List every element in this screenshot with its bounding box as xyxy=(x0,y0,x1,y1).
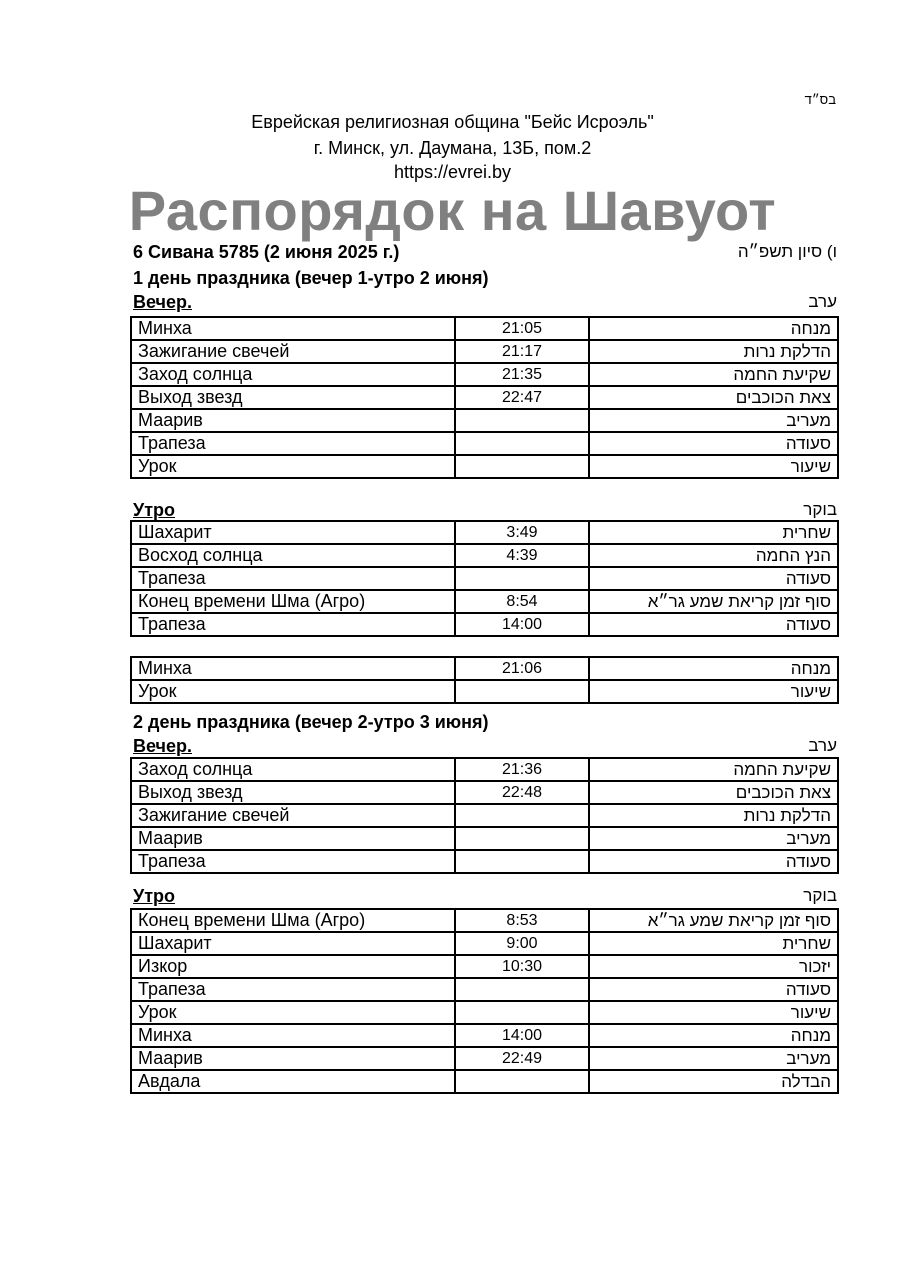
table-row xyxy=(131,590,838,613)
page-title: Распорядок на Шавуот xyxy=(128,179,777,242)
day2-morning-heading: Утро בוקר xyxy=(133,886,837,906)
item-russian: Маарив xyxy=(131,409,455,432)
item-time: 21:35 xyxy=(455,363,589,386)
table-row xyxy=(131,781,838,804)
item-russian: Трапеза xyxy=(131,432,455,455)
item-hebrew: סעודה xyxy=(589,432,838,455)
day2-heading: 2 день праздника (вечер 2-утро 3 июня) xyxy=(133,712,489,732)
item-time: 14:00 xyxy=(455,1024,589,1047)
item-time: 9:00 xyxy=(455,932,589,955)
item-time xyxy=(455,680,589,703)
item-russian: Зажигание свечей xyxy=(131,804,455,827)
item-hebrew: שיעור xyxy=(589,455,838,478)
table-row xyxy=(131,567,838,590)
day2-morning-table xyxy=(130,908,839,1094)
item-hebrew: סוף זמן קריאת שמע גר״א xyxy=(589,909,838,932)
table-row xyxy=(131,827,838,850)
table-row xyxy=(131,455,838,478)
item-russian: Урок xyxy=(131,1001,455,1024)
item-hebrew: סוף זמן קריאת שמע גר״א xyxy=(589,590,838,613)
item-russian: Минха xyxy=(131,1024,455,1047)
item-time xyxy=(455,455,589,478)
item-hebrew: מעריב xyxy=(589,409,838,432)
table-row xyxy=(131,317,838,340)
item-hebrew: שחרית xyxy=(589,932,838,955)
item-time xyxy=(455,827,589,850)
item-time: 4:39 xyxy=(455,544,589,567)
item-russian: Маарив xyxy=(131,827,455,850)
table-row xyxy=(131,978,838,1001)
table-row xyxy=(131,955,838,978)
item-russian: Урок xyxy=(131,455,455,478)
item-russian: Трапеза xyxy=(131,978,455,1001)
item-hebrew: סעודה xyxy=(589,978,838,1001)
item-time: 22:49 xyxy=(455,1047,589,1070)
table-row xyxy=(131,432,838,455)
item-time xyxy=(455,1070,589,1093)
item-russian: Изкор xyxy=(131,955,455,978)
item-russian: Шахарит xyxy=(131,932,455,955)
item-time: 14:00 xyxy=(455,613,589,636)
table-row xyxy=(131,386,838,409)
item-hebrew: סעודה xyxy=(589,567,838,590)
item-hebrew: הבדלה xyxy=(589,1070,838,1093)
item-time: 21:05 xyxy=(455,317,589,340)
item-russian: Выход звезд xyxy=(131,781,455,804)
item-russian: Трапеза xyxy=(131,850,455,873)
item-hebrew: הדלקת נרות xyxy=(589,804,838,827)
item-time: 8:53 xyxy=(455,909,589,932)
day1-evening-table xyxy=(130,316,839,479)
day2-evening-heading: Вечер. ערב xyxy=(133,736,837,756)
item-hebrew: יזכור xyxy=(589,955,838,978)
item-russian: Заход солнца xyxy=(131,363,455,386)
item-russian: Маарив xyxy=(131,1047,455,1070)
table-row xyxy=(131,409,838,432)
item-hebrew: מנחה xyxy=(589,1024,838,1047)
day1-evening-heading: Вечер. ערב xyxy=(133,292,837,312)
item-russian: Трапеза xyxy=(131,613,455,636)
item-hebrew: צאת הכוכבים xyxy=(589,386,838,409)
item-russian: Минха xyxy=(131,317,455,340)
item-hebrew: שיעור xyxy=(589,680,838,703)
table-row xyxy=(131,758,838,781)
item-hebrew: שקיעת החמה xyxy=(589,363,838,386)
item-time xyxy=(455,409,589,432)
day1-heading: 1 день праздника (вечер 1-утро 2 июня) xyxy=(133,268,489,288)
item-time: 22:47 xyxy=(455,386,589,409)
item-time: 21:17 xyxy=(455,340,589,363)
date-line xyxy=(133,240,837,264)
table-row xyxy=(131,613,838,636)
item-russian: Трапеза xyxy=(131,567,455,590)
item-hebrew: מנחה xyxy=(589,657,838,680)
item-time xyxy=(455,567,589,590)
item-russian: Авдала xyxy=(131,1070,455,1093)
item-russian: Минха xyxy=(131,657,455,680)
org-name: Еврейская религиозная община "Бейс Исроэль" xyxy=(251,112,654,132)
table-row xyxy=(131,1070,838,1093)
item-hebrew: מעריב xyxy=(589,1047,838,1070)
table-row xyxy=(131,521,838,544)
item-time: 22:48 xyxy=(455,781,589,804)
item-time: 21:36 xyxy=(455,758,589,781)
item-time xyxy=(455,850,589,873)
table-row xyxy=(131,1024,838,1047)
date-hebrew: ו) סיון תשפ״ה xyxy=(737,242,837,261)
table-row xyxy=(131,1001,838,1024)
item-time: 3:49 xyxy=(455,521,589,544)
item-time: 8:54 xyxy=(455,590,589,613)
date-russian: 6 Сивана 5785 (2 июня 2025 г.) xyxy=(133,242,400,262)
item-hebrew: שקיעת החמה xyxy=(589,758,838,781)
day2-heading-line xyxy=(133,710,837,734)
day2-evening-table xyxy=(130,757,839,874)
day1-morning-table xyxy=(130,520,839,637)
item-russian: Конец времени Шма (Агро) xyxy=(131,909,455,932)
item-time xyxy=(455,1001,589,1024)
item-hebrew: מעריב xyxy=(589,827,838,850)
table-row xyxy=(131,850,838,873)
item-time: 21:06 xyxy=(455,657,589,680)
day1-heading-line xyxy=(133,266,837,290)
table-row xyxy=(131,340,838,363)
table-row xyxy=(131,804,838,827)
day1-morning-heading: Утро בוקר xyxy=(133,500,837,520)
table-row xyxy=(131,657,838,680)
item-time: 10:30 xyxy=(455,955,589,978)
item-time xyxy=(455,804,589,827)
item-hebrew: סעודה xyxy=(589,850,838,873)
item-russian: Заход солнца xyxy=(131,758,455,781)
item-russian: Конец времени Шма (Агро) xyxy=(131,590,455,613)
table-row xyxy=(131,1047,838,1070)
item-hebrew: שחרית xyxy=(589,521,838,544)
table-row xyxy=(131,909,838,932)
org-website: https://evrei.by xyxy=(393,162,512,182)
item-hebrew: מנחה xyxy=(589,317,838,340)
bsd-mark: בס״ד xyxy=(804,92,836,107)
table-row xyxy=(131,363,838,386)
item-russian: Выход звезд xyxy=(131,386,455,409)
table-row xyxy=(131,544,838,567)
table-row xyxy=(131,932,838,955)
item-time xyxy=(455,978,589,1001)
item-hebrew: הדלקת נרות xyxy=(589,340,838,363)
item-hebrew: הנץ החמה xyxy=(589,544,838,567)
day1-afternoon-table xyxy=(130,656,839,704)
item-russian: Восход солнца xyxy=(131,544,455,567)
item-russian: Урок xyxy=(131,680,455,703)
org-address: г. Минск, ул. Даумана, 13Б, пом.2 xyxy=(313,138,592,158)
item-russian: Зажигание свечей xyxy=(131,340,455,363)
table-row xyxy=(131,680,838,703)
item-hebrew: סעודה xyxy=(589,613,838,636)
item-hebrew: צאת הכוכבים xyxy=(589,781,838,804)
item-time xyxy=(455,432,589,455)
item-hebrew: שיעור xyxy=(589,1001,838,1024)
item-russian: Шахарит xyxy=(131,521,455,544)
